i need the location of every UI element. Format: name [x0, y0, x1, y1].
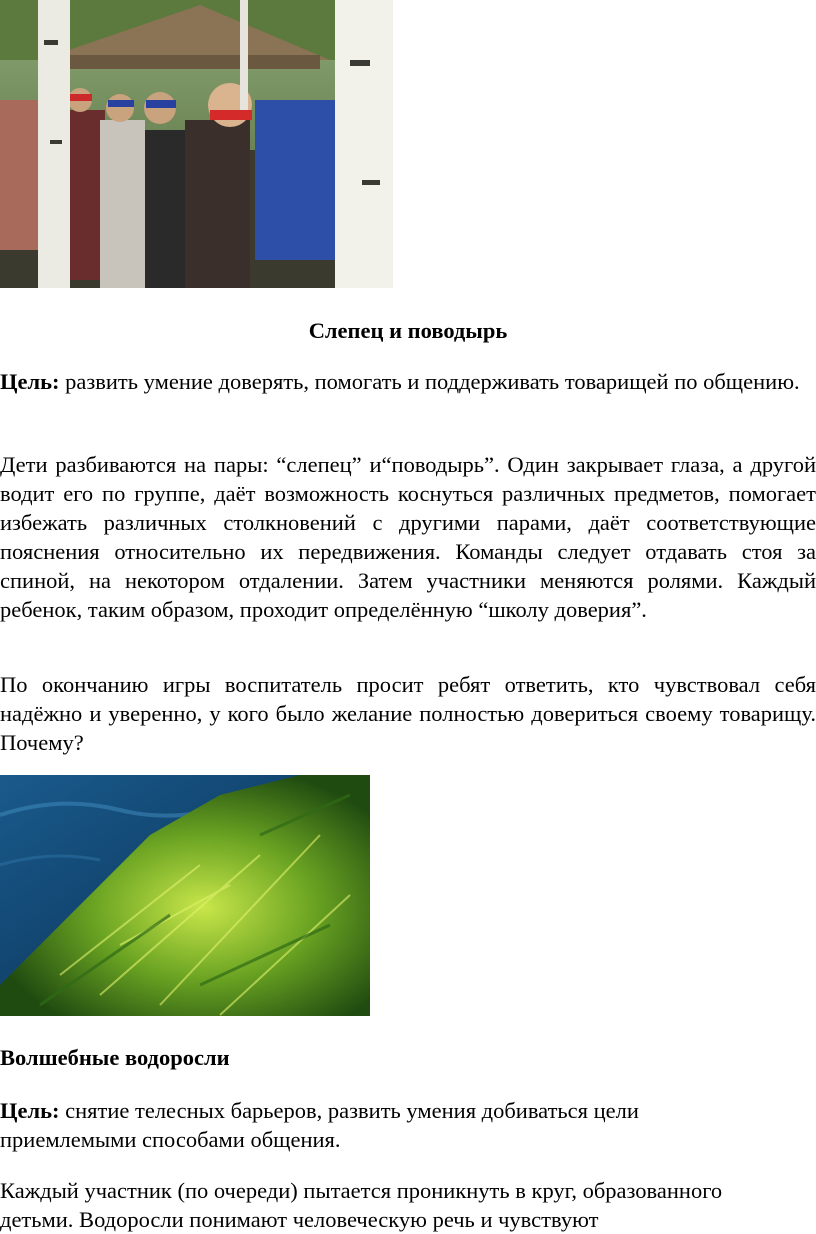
goal-text: развить умение доверять, помогать и поддерживать товарищей по общению.	[59, 369, 800, 394]
seaweed-underwater-photo	[0, 775, 370, 1016]
goal-text: снятие телесных барьеров, развить умения добиваться цели приемлемыми способами общения.	[0, 1098, 639, 1152]
description-paragraph: Дети разбиваются на пары: “слепец” и“поводырь”. Один закрывает глаза, а другой водит его по группе, даёт возможность коснуться различных предметов, помогает избежать различных столкновений с другими парами, даёт соответствующие пояснения относительно их передвижения. Команды следует отдавать стоя за спиной, на некотором отдалении. Затем участники меняются ролями. Каждый ребенок, таким образом, проходит определённую “школу доверия”.	[0, 452, 816, 622]
goal-label: Цель:	[0, 1098, 60, 1123]
description-paragraph: Каждый участник (по очереди) пытается проникнуть в круг, образованного детьми. Водоросли понимают человеческую речь и чувствуют	[0, 1178, 723, 1232]
section-title: Волшебные водоросли	[0, 1045, 230, 1070]
goal-paragraph	[0, 367, 816, 396]
goal-label: Цель:	[0, 369, 60, 394]
blindfold-game-photo	[0, 0, 393, 288]
conclusion-paragraph: По окончанию игры воспитатель просит ребят ответить, кто чувствовал себя надёжно и уверенно, у кого было желание полностью довериться своему товарищу. Почему?	[0, 672, 816, 755]
goal-paragraph	[0, 1096, 720, 1154]
section-title: Слепец и поводырь	[308, 318, 508, 343]
